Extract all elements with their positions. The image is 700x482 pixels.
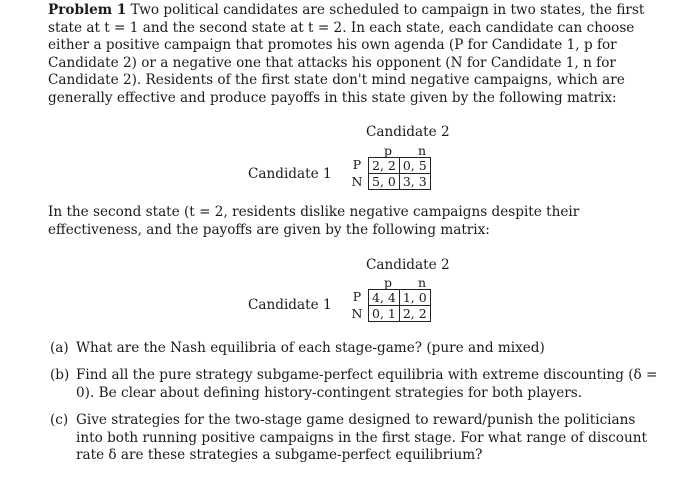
payoff-cell: 1, 0 bbox=[399, 290, 430, 306]
intro-text: Two political candidates are scheduled to campaign in two states, the first state at t = 1 and the second state at t = 2. In each state, each candidate can choose either a positive campaign that promotes his own agenda (P for Candidate 1, p for Candidate 2) or a negative one that attacks his opponent (N for Candidate 1, n for Candidate 2). Residents of the first state don't mind negative campaigns, which are generally effective and produce payoffs in this state given by the following matrix: bbox=[48, 2, 645, 106]
question-label: (c) bbox=[50, 412, 69, 428]
question-text: What are the Nash equilibria of each stage-game? (pure and mixed) bbox=[76, 340, 545, 356]
row-strategy-P: P bbox=[352, 289, 362, 304]
column-player-label: Candidate 2 bbox=[366, 257, 450, 273]
column-strategy-p: p bbox=[383, 275, 392, 290]
column-player-label: Candidate 2 bbox=[366, 124, 450, 140]
row-player-label: Candidate 1 bbox=[248, 297, 332, 313]
question-text: Find all the pure strategy subgame-perfect equilibria with extreme discounting (δ = 0). Be clear about defining history-contingent strategies for both players. bbox=[76, 367, 658, 401]
column-strategy-n: n bbox=[417, 143, 427, 158]
row-strategy-N: N bbox=[351, 174, 363, 189]
row-strategy-P: P bbox=[352, 157, 362, 172]
problem-intro bbox=[48, 2, 658, 107]
payoff-table bbox=[368, 157, 431, 190]
question-a bbox=[50, 340, 660, 358]
payoff-cell: 2, 2 bbox=[399, 306, 430, 322]
payoff-cell: 5, 0 bbox=[369, 174, 400, 190]
row-player-label: Candidate 1 bbox=[248, 166, 332, 182]
question-c bbox=[50, 412, 660, 465]
question-label: (b) bbox=[50, 367, 70, 383]
problem-label: Problem 1 bbox=[48, 2, 127, 18]
payoff-table bbox=[368, 289, 431, 322]
payoff-cell: 2, 2 bbox=[369, 158, 400, 174]
column-strategy-n: n bbox=[417, 275, 427, 290]
payoff-cell: 3, 3 bbox=[399, 174, 430, 190]
payoff-cell: 0, 1 bbox=[369, 306, 400, 322]
question-b bbox=[50, 367, 660, 402]
question-text: Give strategies for the two-stage game designed to reward/punish the politicians into both running positive campaigns in the first stage. For what range of discount rate δ are these strategies a subgame-perfect equilibrium? bbox=[76, 412, 647, 463]
payoff-cell: 4, 4 bbox=[369, 290, 400, 306]
payoff-cell: 0, 5 bbox=[399, 158, 430, 174]
question-label: (a) bbox=[50, 340, 69, 356]
second-state-paragraph: In the second state (t = 2, residents dislike negative campaigns despite their effectiveness, and the payoffs are given by the following matrix: bbox=[48, 204, 580, 238]
column-strategy-p: p bbox=[383, 143, 392, 158]
second-state-text bbox=[48, 204, 658, 239]
row-strategy-N: N bbox=[351, 306, 363, 321]
